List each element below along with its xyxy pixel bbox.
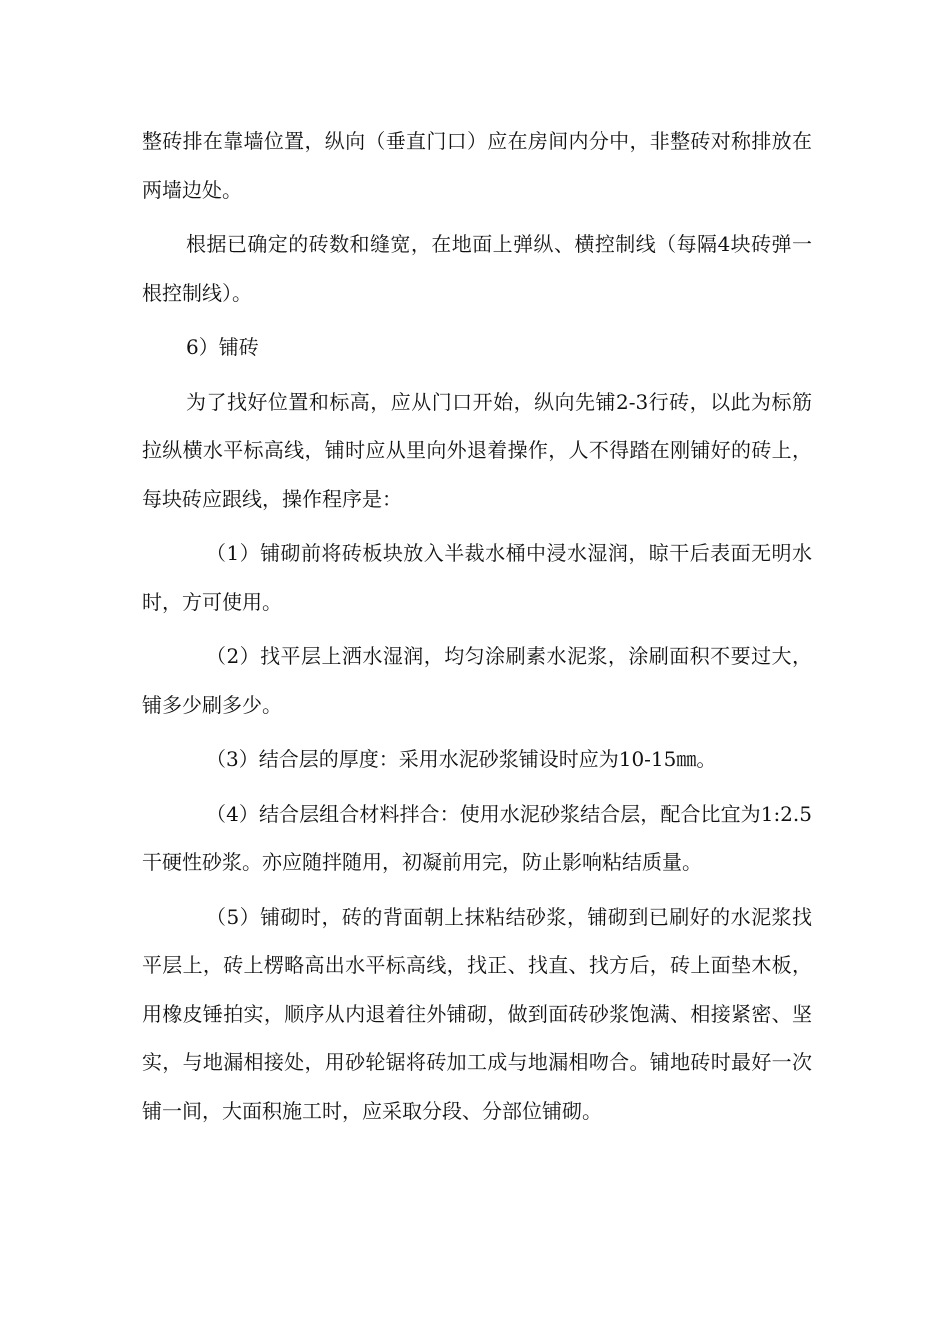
paragraph-tile-layout: 整砖排在靠墙位置，纵向（垂直门口）应在房间内分中，非整砖对称排放在两墙边处。 <box>142 129 812 202</box>
paragraph-laying-intro: 为了找好位置和标高，应从门口开始，纵向先铺2-3行砖，以此为标筋拉纵横水平标高线，铺时应从里向外退着操作，人不得踏在刚铺好的砖上，每块砖应跟线，操作程序是： <box>142 389 812 511</box>
section-heading-laying-tiles: 6）铺砖 <box>186 335 259 359</box>
step-5-laying-procedure: （5）铺砌时，砖的背面朝上抹粘结砂浆，铺砌到已刷好的水泥浆找平层上，砖上楞略高出水平标高线，找正、找直、找方后，砖上面垫木板，用橡皮锤拍实，顺序从内退着往外铺砌，做到面砖砂浆饱满、相接紧密、坚实，与地漏相接处，用砂轮锯将砖加工成与地漏相吻合。铺地砖时最好一次铺一间，大面积施工时，应采取分段、分部位铺砌。 <box>142 904 812 1123</box>
paragraph-control-lines: 根据已确定的砖数和缝宽，在地面上弹纵、横控制线（每隔4块砖弹一根控制线）。 <box>142 232 812 305</box>
step-3-bonding-layer-thickness: （3）结合层的厚度：采用水泥砂浆铺设时应为10-15㎜。 <box>206 747 717 771</box>
step-4-bonding-mix: （4）结合层组合材料拌合：使用水泥砂浆结合层，配合比宜为1:2.5干硬性砂浆。亦应随拌随用，初凝前用完，防止影响粘结质量。 <box>142 801 812 874</box>
step-2-wet-leveling-layer: （2）找平层上洒水湿润，均匀涂刷素水泥浆，涂刷面积不要过大，铺多少刷多少。 <box>142 644 812 717</box>
step-1-soak-tiles: （1）铺砌前将砖板块放入半裁水桶中浸水湿润，晾干后表面无明水时，方可使用。 <box>142 541 812 614</box>
document-body <box>142 117 812 1141</box>
